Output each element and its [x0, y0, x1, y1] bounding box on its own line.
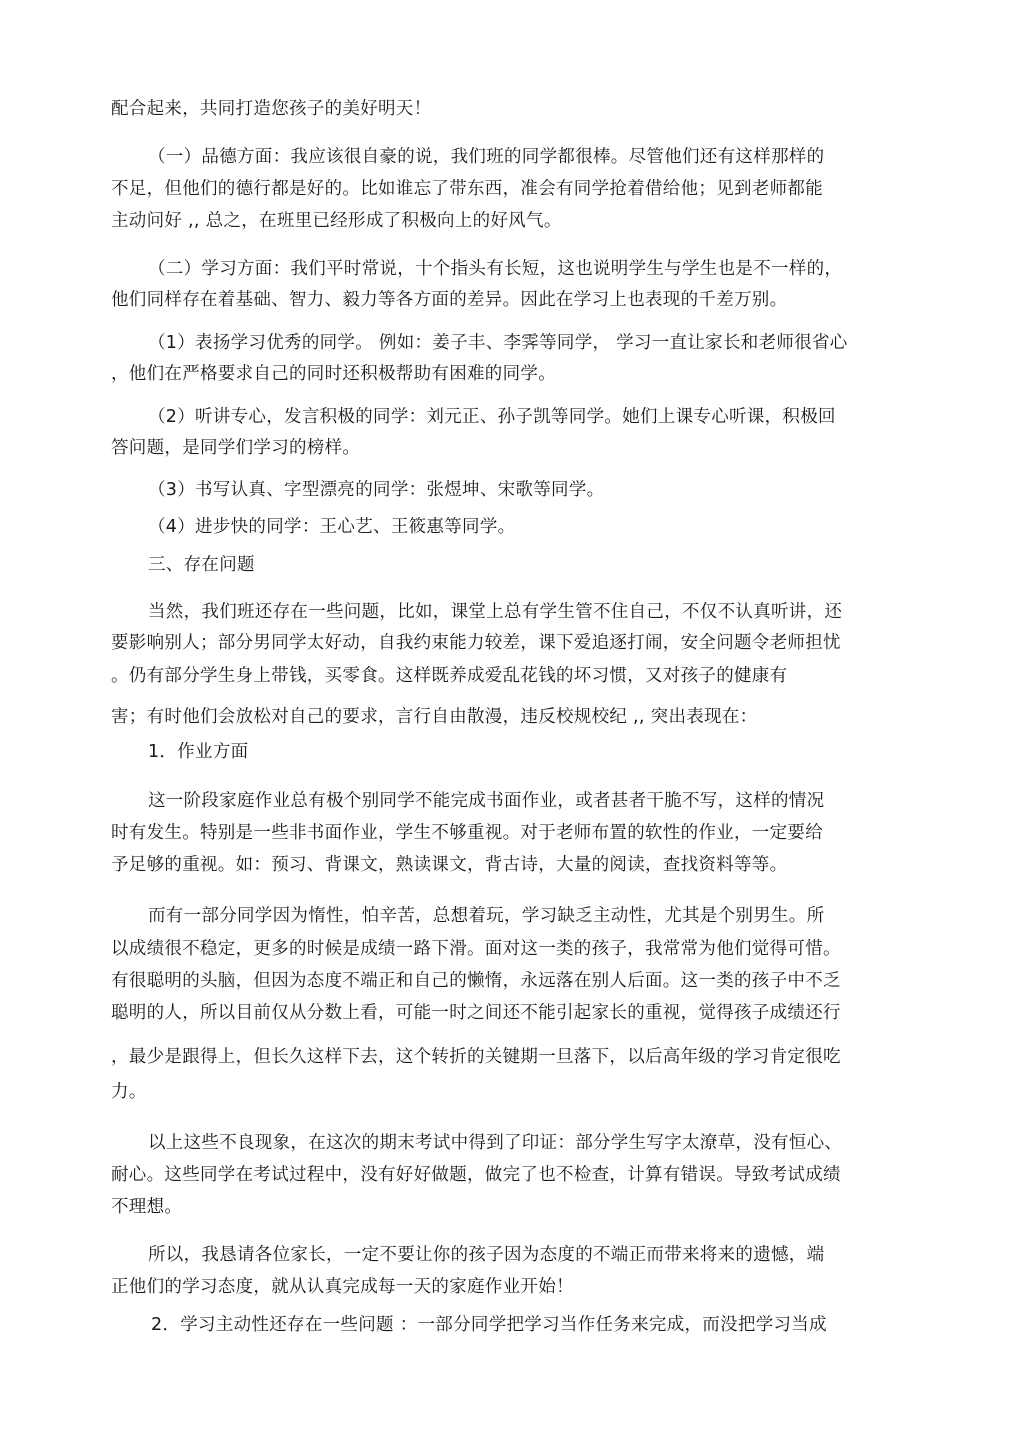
text-line: 主动问好 ,, 总之，在班里已经形成了积极向上的好风气。: [111, 211, 562, 231]
text-line: 聪明的人，所以目前仅从分数上看，可能一时之间还不能引起家长的重视，觉得孩子成绩还行: [111, 1003, 841, 1023]
subsection-heading: 1．作业方面: [148, 742, 249, 762]
text-line: （1）表扬学习优秀的同学。 例如：姜子丰、李霁等同学， 学习一直让家长和老师很省心: [148, 333, 848, 353]
text-line: 以上这些不良现象，在这次的期末考试中得到了印证：部分学生写字太潦草，没有恒心、: [148, 1133, 843, 1153]
text-line: 时有发生。特别是一些非书面作业，学生不够重视。对于老师布置的软性的作业，一定要给: [111, 823, 823, 843]
text-line: 害；有时他们会放松对自己的要求，言行自由散漫，违反校规校纪 ,, 突出表现在：: [111, 707, 758, 727]
text-line: 他们同样存在着基础、智力、毅力等各方面的差异。因此在学习上也表现的千差万别。: [111, 290, 788, 310]
text-line: 而有一部分同学因为惰性，怕辛苦，总想着玩，学习缺乏主动性，尤其是个别男生。所: [148, 906, 825, 926]
text-line: 。仍有部分学生身上带钱，买零食。这样既养成爱乱花钱的坏习惯，又对孩子的健康有: [111, 666, 788, 686]
section-heading: 三、存在问题: [148, 555, 255, 575]
text-line: 不理想。: [111, 1197, 183, 1217]
text-line: 正他们的学习态度，就从认真完成每一天的家庭作业开始！: [111, 1277, 574, 1297]
text-line: 以成绩很不稳定，更多的时候是成绩一路下滑。面对这一类的孩子，我常常为他们觉得可惜。: [111, 939, 841, 959]
text-line: （3）书写认真、字型漂亮的同学：张煜坤、宋歌等同学。: [148, 480, 605, 500]
text-line: 配合起来，共同打造您孩子的美好明天！: [111, 99, 432, 119]
text-line: 答问题，是同学们学习的榜样。: [111, 438, 361, 458]
text-line: ，最少是跟得上，但长久这样下去，这个转折的关键期一旦落下，以后高年级的学习肯定很吃: [111, 1047, 841, 1067]
text-line: 2．学习主动性还存在一些问题 ：一部分同学把学习当作任务来完成，而没把学习当成: [151, 1315, 827, 1335]
text-line: 要影响别人；部分男同学太好动，自我约束能力较差，课下爱追逐打闹，安全问题令老师担忧: [111, 633, 841, 653]
text-line: （4）进步快的同学：王心艺、王筱惠等同学。: [148, 517, 516, 537]
text-line: 力。: [111, 1082, 147, 1102]
text-line: （一）品德方面：我应该很自豪的说，我们班的同学都很棒。尽管他们还有这样那样的: [148, 147, 825, 167]
text-line: （二）学习方面：我们平时常说，十个指头有长短，这也说明学生与学生也是不一样的，: [148, 259, 843, 279]
text-line: 有很聪明的头脑，但因为态度不端正和自己的懒惰，永远落在别人后面。这一类的孩子中不乏: [111, 971, 841, 991]
text-line: 当然，我们班还存在一些问题，比如，课堂上总有学生管不住自己，不仅不认真听讲，还: [148, 602, 843, 622]
text-line: （2）听讲专心，发言积极的同学：刘元正、孙子凯等同学。她们上课专心听课，积极回: [148, 407, 836, 427]
text-line: ，他们在严格要求自己的同时还积极帮助有困难的同学。: [111, 364, 556, 384]
text-line: 不足，但他们的德行都是好的。比如谁忘了带东西，准会有同学抢着借给他；见到老师都能: [111, 179, 823, 199]
text-line: 耐心。这些同学在考试过程中，没有好好做题，做完了也不检查，计算有错误。导致考试成绩: [111, 1165, 841, 1185]
text-line: 这一阶段家庭作业总有极个别同学不能完成书面作业，或者甚者干脆不写，这样的情况: [148, 791, 825, 811]
text-line: 所以，我恳请各位家长，一定不要让你的孩子因为态度的不端正而带来将来的遗憾，端: [148, 1245, 825, 1265]
text-line: 予足够的重视。如：预习、背课文，熟读课文，背古诗，大量的阅读，查找资料等等。: [111, 855, 788, 875]
